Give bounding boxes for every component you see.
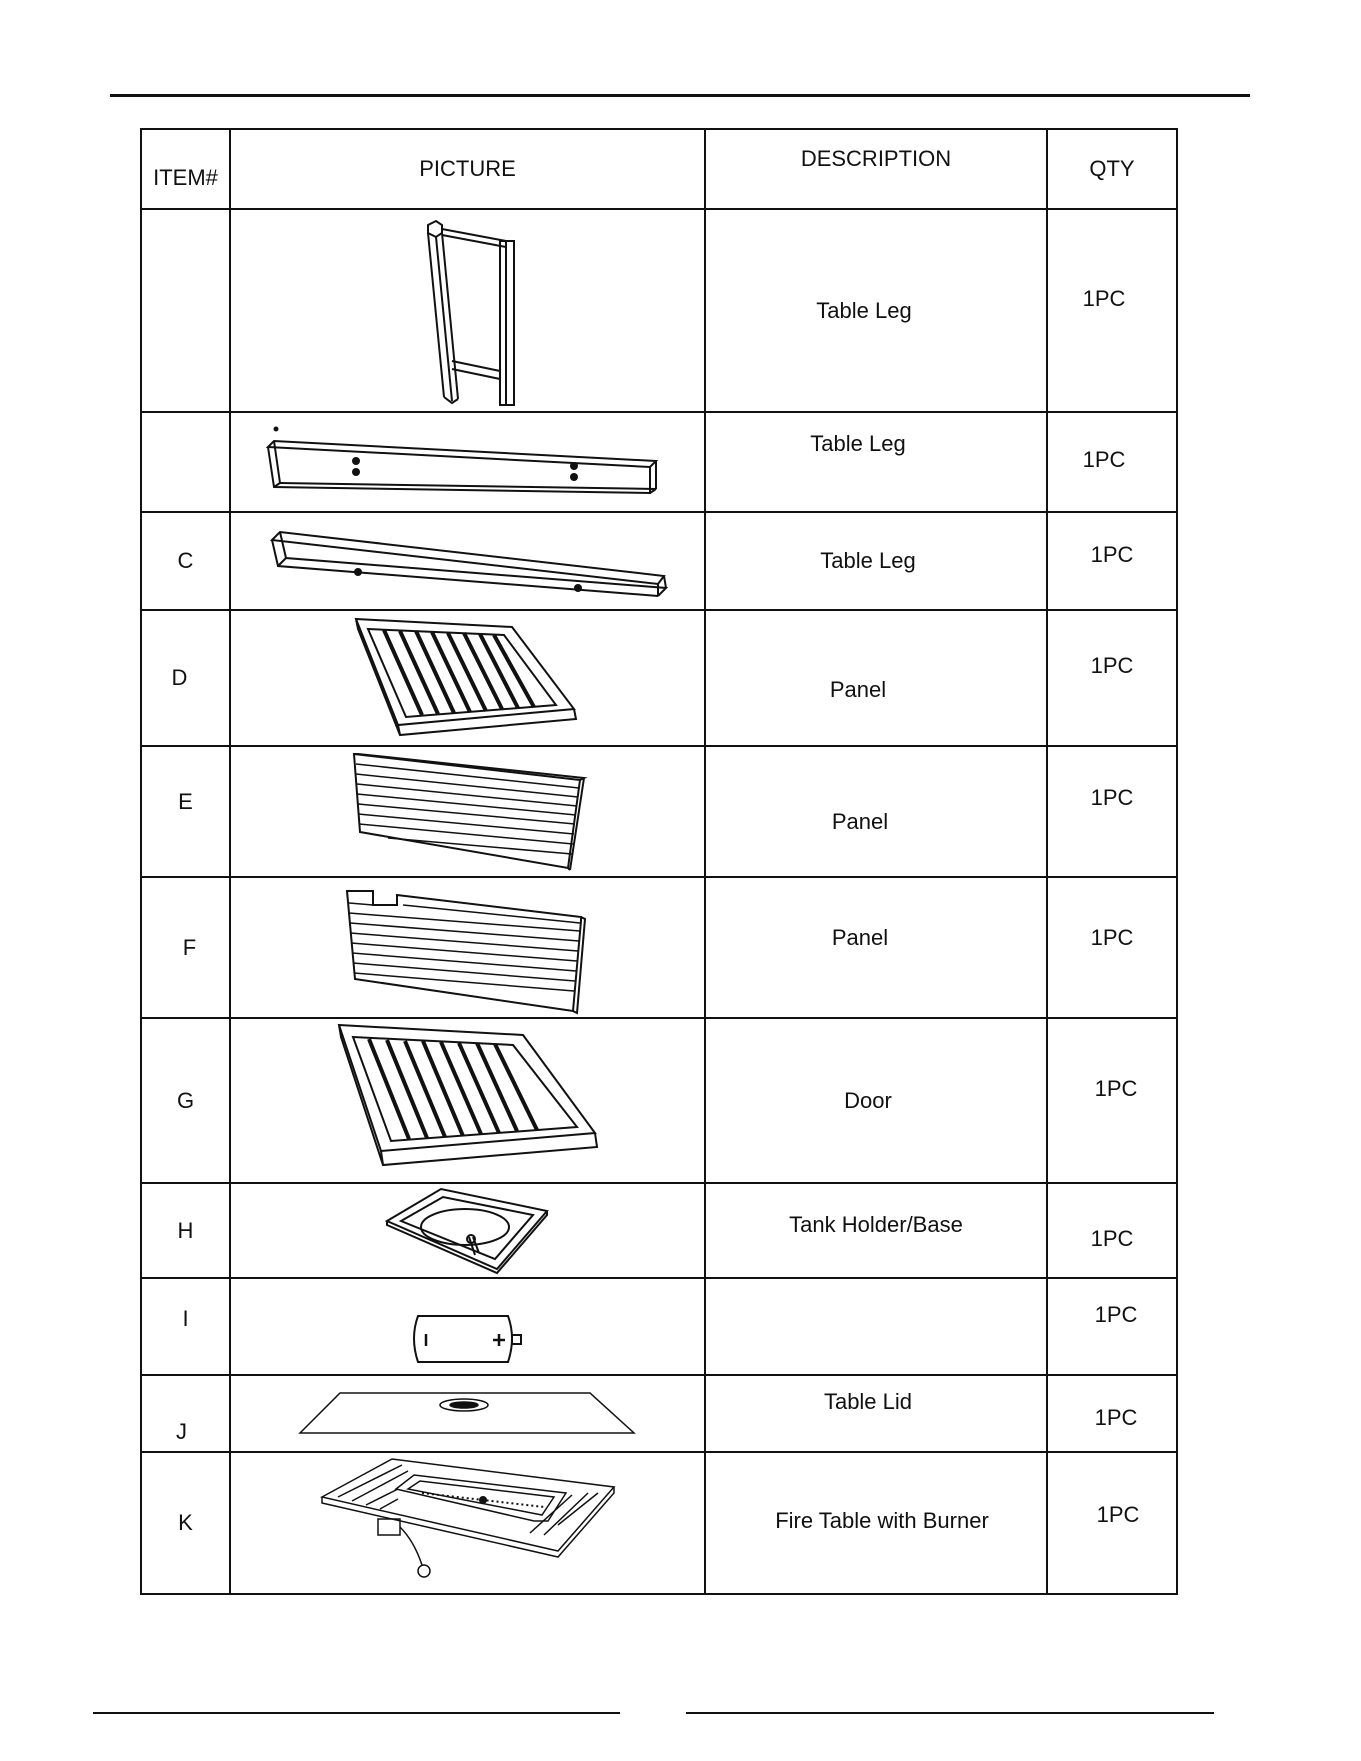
- item-number: C: [141, 512, 230, 610]
- picture-cell: [230, 1452, 705, 1594]
- item-number: G: [141, 1018, 230, 1183]
- table-row: [141, 1183, 1177, 1278]
- picture-cell: [230, 877, 705, 1018]
- qty-cell: 1PC: [1047, 209, 1177, 412]
- item-number: H: [141, 1183, 230, 1278]
- parts-table: [140, 128, 1178, 1595]
- table-row: [141, 746, 1177, 877]
- description-cell: Door: [705, 1018, 1047, 1183]
- picture-cell: [230, 1375, 705, 1452]
- item-number: J: [141, 1375, 230, 1452]
- table-row: [141, 512, 1177, 610]
- description-cell: Table Lid: [705, 1375, 1047, 1452]
- description-cell: Tank Holder/Base: [705, 1183, 1047, 1278]
- description-cell: Panel: [705, 746, 1047, 877]
- header-qty: QTY: [1047, 129, 1177, 209]
- fire-table-burner-icon: [318, 1455, 618, 1591]
- table-row: [141, 209, 1177, 412]
- header-description: DESCRIPTION: [705, 129, 1047, 209]
- table-row: [141, 1278, 1177, 1375]
- description-cell: [705, 1278, 1047, 1375]
- item-number: E: [141, 746, 230, 877]
- qty-cell: 1PC: [1047, 1278, 1177, 1375]
- slatted-panel-icon: [348, 615, 588, 741]
- table-lid-icon: [298, 1389, 638, 1439]
- description-cell: Table Leg: [705, 512, 1047, 610]
- item-number: D: [141, 610, 230, 746]
- qty-cell: 1PC: [1047, 1452, 1177, 1594]
- picture-cell: [230, 209, 705, 412]
- picture-cell: [230, 746, 705, 877]
- table-row: [141, 1375, 1177, 1452]
- qty-cell: 1PC: [1047, 877, 1177, 1018]
- table-leg-rail-icon: [258, 516, 678, 606]
- table-row: [141, 877, 1177, 1018]
- table-leg-rail-icon: [258, 417, 678, 507]
- qty-cell: 1PC: [1047, 1375, 1177, 1452]
- table-header-row: [141, 129, 1177, 209]
- tank-holder-icon: [383, 1185, 553, 1277]
- picture-cell: [230, 412, 705, 512]
- description-cell: Panel: [705, 610, 1047, 746]
- top-rule: [110, 94, 1250, 97]
- qty-cell: 1PC: [1047, 412, 1177, 512]
- item-number: [141, 412, 230, 512]
- description-cell: Fire Table with Burner: [705, 1452, 1047, 1594]
- header-item: ITEM#: [141, 129, 230, 209]
- side-panel-icon: [348, 750, 588, 874]
- table-row: [141, 610, 1177, 746]
- picture-cell: [230, 1018, 705, 1183]
- notched-side-panel-icon: [343, 881, 593, 1015]
- picture-cell: [230, 1183, 705, 1278]
- description-cell: Table Leg: [705, 209, 1047, 412]
- table-row: [141, 1452, 1177, 1594]
- footer-rule-left: [93, 1712, 620, 1714]
- header-picture: PICTURE: [230, 129, 705, 209]
- qty-cell: 1PC: [1047, 1018, 1177, 1183]
- picture-cell: [230, 512, 705, 610]
- description-cell: Panel: [705, 877, 1047, 1018]
- picture-cell: [230, 610, 705, 746]
- table-row: [141, 1018, 1177, 1183]
- qty-cell: 1PC: [1047, 1183, 1177, 1278]
- description-cell: Table Leg: [705, 412, 1047, 512]
- door-panel-icon: [333, 1021, 603, 1181]
- item-number: F: [141, 877, 230, 1018]
- item-number: I: [141, 1278, 230, 1375]
- table-row: [141, 412, 1177, 512]
- qty-cell: 1PC: [1047, 746, 1177, 877]
- item-number: K: [141, 1452, 230, 1594]
- table-leg-frame-icon: [408, 211, 528, 411]
- item-number: [141, 209, 230, 412]
- battery-icon: [408, 1304, 528, 1374]
- qty-cell: 1PC: [1047, 610, 1177, 746]
- picture-cell: [230, 1278, 705, 1375]
- footer-rule-right: [686, 1712, 1214, 1714]
- qty-cell: 1PC: [1047, 512, 1177, 610]
